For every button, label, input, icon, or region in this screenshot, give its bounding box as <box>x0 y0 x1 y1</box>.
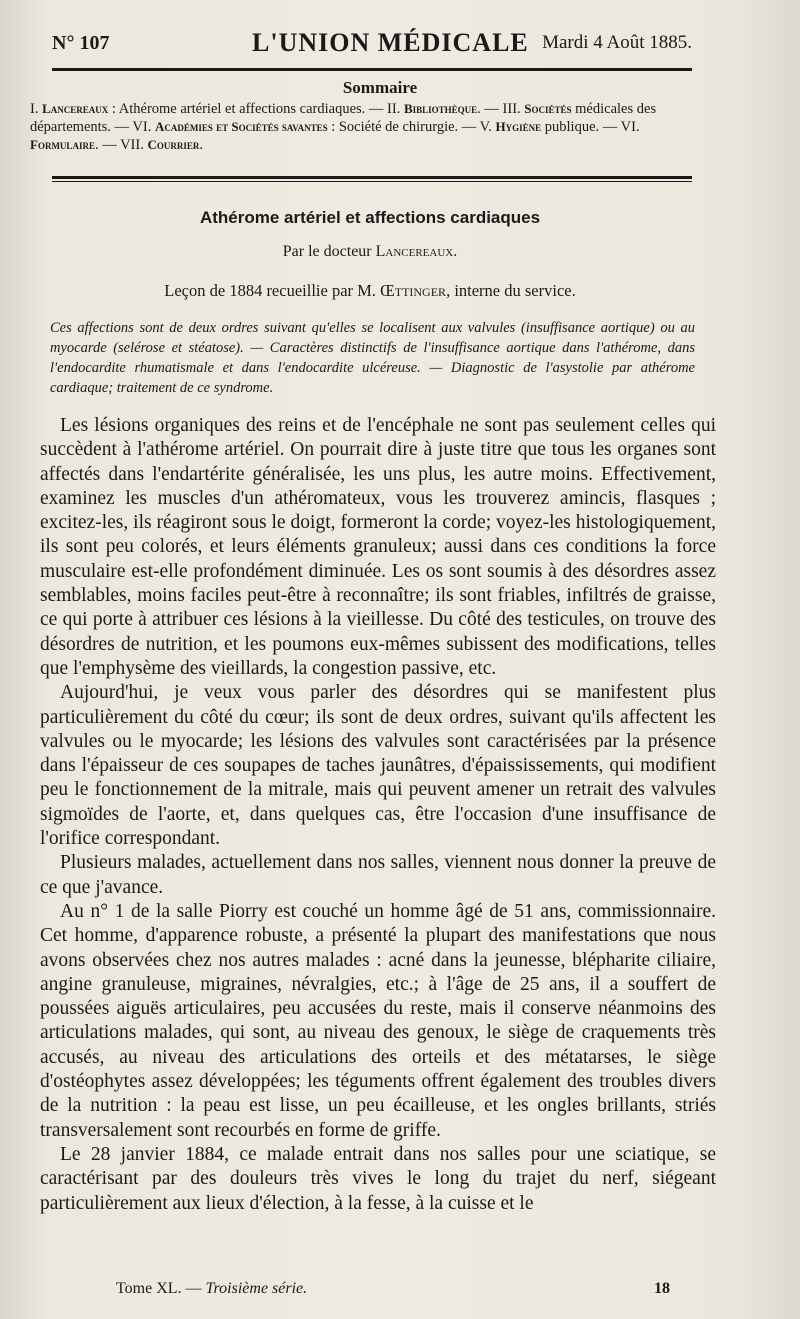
sommaire-list <box>30 100 700 154</box>
paragraph: Le 28 janvier 1884, ce malade entrait dans nos salles pour une sciatique, se caractérisant par des douleurs très vives le long du trajet du nerf, siégeant particulièrement aux lieux d'élection, à la fesse, à la cuisse et le <box>40 1143 716 1214</box>
sommaire-item: VI. Formulaire. — <box>30 119 640 153</box>
sommaire-item: VII. Courrier. <box>120 137 203 153</box>
article-lecon: Leçon de 1884 recueillie par M. Œttinger, interne du service. <box>164 281 576 300</box>
sommaire-rule-thin <box>52 181 692 182</box>
page-number: 18 <box>654 1280 670 1297</box>
sommaire-item: V. Hygiène publique. — <box>479 119 621 135</box>
sommaire-rule <box>52 176 692 179</box>
article-body <box>40 414 716 1216</box>
sommaire-item: II. Bibliothèque. — <box>387 101 503 117</box>
page-header <box>52 26 692 66</box>
article-summary: Ces affections sont de deux ordres suivant qu'elles se localisent aux valvules (insuffisance aortique) ou au myocarde (selérose et stéatose). — Caractères distinctifs de l'insuffisance aortique dans l'athérome, dans l'endocardite rhumatismale et dans l'endocardite ulcéreuse. — Diagnostic de l'asystolie par athérome cardiaque; traitement de ce syndrome. <box>50 320 695 396</box>
paragraph: Plusieurs malades, actuellement dans nos salles, viennent nous donner la preuve de ce que j'avance. <box>40 852 716 898</box>
paragraph: Au n° 1 de la salle Piorry est couché un homme âgé de 51 ans, commissionnaire. Cet homme, d'apparence robuste, a présenté la plupart des manifestations que nous avons observées chez nos autres malades : acné dans la jeunesse, blépharite ciliaire, angine granuleuse, migraines, névralgies, etc.; à l'âge de 25 ans, il a souffert de poussées aiguës articulaires, peu accusées du reste, mais il conserve néanmoins des articulations malades, qui sont, au niveau des genoux, le siège de craquements très accusés, au niveau des articulations des orteils et des métatarses, le siège d'ostéophytes assez développées; les téguments offrent également des troubles divers de la nutrition : la peau est lisse, un peu écailleuse, et les ongles brillants, striés transversalement sont recourbés en forme de griffe. <box>40 900 716 1141</box>
paragraph: Aujourd'hui, je veux vous parler des désordres qui se manifestent plus particulièrement du côté du cœur; ils sont de deux ordres, suivant qu'ils affectent les valvules ou le myocarde; les lésions des valvules sont caractérisées par la présence dans l'épaisseur de ces soupapes de taches jaunâtres, d'épaississements, qui modifient peu le fonctionnement de la mitrale, mais qui peuvent amener un retrait des valvules sigmoïdes de l'aorte, et, dans quelques cas, être l'occasion d'une insuffisance de l'orifice correspondant. <box>40 682 716 850</box>
footer-volume: Tome XL. — Troisième série. <box>116 1280 308 1297</box>
journal-title: L'UNION MÉDICALE <box>252 28 529 57</box>
issue-date: Mardi 4 Août 1885. <box>542 32 692 53</box>
header-rule <box>52 68 692 71</box>
article-title: Athérome artériel et affections cardiaques <box>199 208 541 227</box>
sommaire-item: VI. Académies et Sociétés savantes : Société de chirurgie. — <box>132 119 480 135</box>
sommaire-title: Sommaire <box>342 78 418 97</box>
issue-number: N° 107 <box>52 32 110 54</box>
sommaire-item: I. Lancereaux : Athérome artériel et affections cardiaques. — <box>30 101 388 117</box>
paragraph: Les lésions organiques des reins et de l'encéphale ne sont pas seulement celles qui succèdent à l'athérome artériel. On pourrait dire à juste titre que tous les organes sont affectés dans l'endartérite généralisée, les uns plus, les autre moins. Effectivement, examinez les muscles d'un athéromateux, vous les trouverez amincis, flasques ; excitez-les, ils réagiront sous le doigt, formeront la corde; voyez-les histologiquement, ils sont peu colorés, et leurs éléments granuleux; aussi dans ces conditions la force musculaire est-elle profondément diminuée. Les os sont soumis à des désordres assez semblables, moins faciles peut-être à reconnaître; ils sont friables, infiltrés de graisse, ce qui porte à attribuer ces lésions à la vieillesse. Du côté des testicules, on trouve des désordres de nutrition, et les poumons eux-mêmes subissent des modifications, telles que l'emphysème des vieillards, la congestion passive, etc. <box>40 415 716 679</box>
sommaire-item: III. Sociétés médicales des départements. — <box>30 101 657 135</box>
article-author: Par le docteur Lancereaux. <box>282 243 458 260</box>
